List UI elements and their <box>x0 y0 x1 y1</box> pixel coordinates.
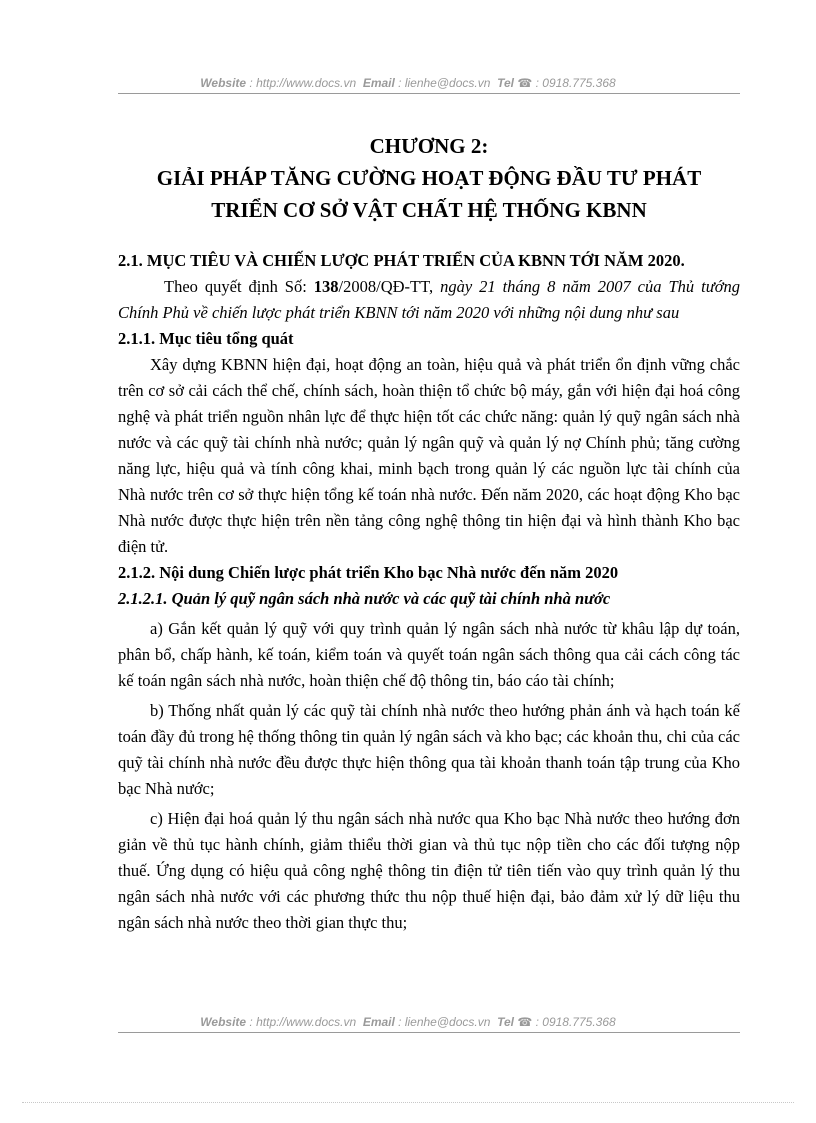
header-email-label: Email <box>362 76 395 90</box>
header-divider <box>118 93 740 94</box>
header-tel-label: Tel <box>497 76 514 90</box>
section-2-1-2-1-heading: 2.1.2.1. Quản lý quỹ ngân sách nhà nước và các quỹ tài chính nhà nước <box>118 589 611 608</box>
intro-italic-text: ngày 21 tháng 8 năm 2007 của Thủ tướng Chính Phủ về chiến lược phát triển KBNN tới năm 2020 với những nội dung như sau <box>118 277 741 322</box>
chapter-title <box>118 130 740 226</box>
footer-email-label: Email <box>362 1015 395 1029</box>
paragraph-c: c) Hiện đại hoá quản lý thu ngân sách nhà nước qua Kho bạc Nhà nước theo hướng đơn giản về thủ tục hành chính, giảm thiểu thời gian và thủ tục nộp tiền cho các đối tượng nộp thuế. Ứng dụng có hiệu quả công nghệ thông tin điện tử tiên tiến vào quy trình quản lý thu ngân sách nhà nước với các phương thức thu nộp thuế hiện đại, bảo đảm xử lý dữ liệu thu ngân sách nhà nước theo thời gian thực thu; <box>118 809 740 932</box>
paragraph-a: a) Gắn kết quản lý quỹ với quy trình quản lý ngân sách nhà nước từ khâu lập dự toán, phân bổ, chấp hành, kế toán, kiểm toán và quyết toán ngân sách thông qua cải cách công tác kế toán ngân sách nhà nước, hoàn thiện chế độ thông tin, báo cáo tài chính; <box>118 619 740 690</box>
page-header <box>0 76 816 90</box>
chapter-title-line-1: GIẢI PHÁP TĂNG CƯỜNG HOẠT ĐỘNG ĐẦU TƯ PHÁT <box>156 166 702 190</box>
intro-text-1: Theo quyết định Số: <box>164 277 314 296</box>
header-tel-value: ☎ : 0918.775.368 <box>513 76 616 90</box>
footer-website-value: : http://www.docs.vn <box>246 1015 357 1029</box>
footer-divider <box>118 1032 740 1033</box>
chapter-title-line-2: TRIỂN CƠ SỞ VẬT CHẤT HỆ THỐNG KBNN <box>211 198 647 222</box>
page-body <box>118 130 740 936</box>
page-footer <box>0 1015 816 1029</box>
section-2-1-1-paragraph: Xây dựng KBNN hiện đại, hoạt động an toàn, hiệu quả và phát triển ổn định vững chắc trên cơ sở cải cách thể chế, chính sách, hoàn thiện tổ chức bộ máy, gắn với hiện đại hoá công nghệ và phát triển nguồn nhân lực để thực hiện tốt các chức năng: quản lý quỹ ngân sách nhà nước và các quỹ tài chính nhà nước; quản lý ngân quỹ và quản lý nợ Chính phủ; tăng cường năng lực, hiệu quả và tính công khai, minh bạch trong quản lý các nguồn lực tài chính của Nhà nước trên cơ sở thực hiện tổng kế toán nhà nước. Đến năm 2020, các hoạt động Kho bạc Nhà nước được thực hiện trên nền tảng công nghệ thông tin hiện đại và hình thành Kho bạc điện tử. <box>118 355 740 556</box>
footer-website-label: Website <box>200 1015 247 1029</box>
footer-email-value: : lienhe@docs.vn <box>394 1015 491 1029</box>
header-website-value: : http://www.docs.vn <box>246 76 357 90</box>
intro-paragraph <box>118 274 740 326</box>
footer-tel-label: Tel <box>497 1015 514 1029</box>
page-break-line <box>22 1102 794 1103</box>
section-2-1-2-heading: 2.1.2. Nội dung Chiến lược phát triển Kho bạc Nhà nước đến năm 2020 <box>118 563 619 582</box>
paragraph-b: b) Thống nhất quản lý các quỹ tài chính nhà nước theo hướng phản ánh và hạch toán kế toán đầy đủ trong hệ thống thông tin quản lý ngân sách và kho bạc; các khoản thu, chi của các quỹ tài chính nhà nước đều được thực hiện thông qua tài khoản thanh toán tập trung của Kho bạc Nhà nước; <box>118 701 740 798</box>
header-email-value: : lienhe@docs.vn <box>394 76 491 90</box>
section-2-1-1-heading: 2.1.1. Mục tiêu tổng quát <box>118 329 294 348</box>
section-2-1-heading: 2.1. MỤC TIÊU VÀ CHIẾN LƯỢC PHÁT TRIỂN CỦA KBNN TỚI NĂM 2020. <box>118 251 685 270</box>
header-website-label: Website <box>200 76 247 90</box>
footer-tel-value: ☎ : 0918.775.368 <box>513 1015 616 1029</box>
intro-text-2: /2008/QĐ-TT, <box>338 277 441 296</box>
intro-decision-number: 138 <box>313 277 339 296</box>
chapter-number: CHƯƠNG 2: <box>369 134 489 158</box>
